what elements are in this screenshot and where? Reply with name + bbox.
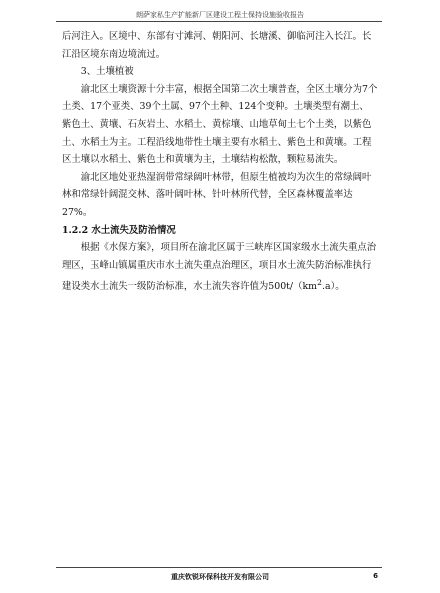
document-body: [62, 28, 378, 296]
page-number: 6: [373, 572, 378, 580]
superscript-2: 2: [317, 278, 323, 288]
paragraph-vegetation: 渝北区地处亚热湿润带常绿阔叶林带，但原生植被均为次生的常绿阔叶林和常绿针阔混交林、落叶阔叶林、针叶林所代替，全区森林覆盖率达27%。: [62, 171, 372, 218]
footer-company: 重庆钦锐环保科技开发有限公司: [171, 573, 269, 581]
paragraph-soil: 渝北区土壤资源十分丰富，根据全国第二次土壤普查，全区土壤分为7个土类、17个亚类、39个土属、97个土种、124个变种。土壤类型有潮土、紫色土、黄壤、石灰岩土、水稻土、黄棕壤、山地草甸土七个土类，以紫色土、水稻土为主。工程沿线地带性土壤主要有水稻土、紫色土和黄壤。工程区土壤以水稻土、紫色土和黄壤为主，土壤结构松散，颗粒易流失。: [62, 83, 378, 166]
header-rule: [56, 21, 382, 22]
erosion-limit-unit-end: .a）。: [322, 281, 345, 293]
paragraph-erosion: [62, 239, 378, 296]
footer-rule: [56, 567, 382, 568]
section-heading-1-2-2: 1.2.2 水土流失及防治情况: [62, 224, 176, 236]
erosion-limit-value: 500t/（km: [268, 281, 318, 293]
erosion-text: 根据《水保方案》，项目所在渝北区属于三峡库区国家级水土流失重点治理区，玉峰山镇属重庆市水土流失重点治理区，项目水土流失防治标准执行建设类水土流失一级防治标准，水土流失容许值为: [62, 242, 377, 293]
paragraph-rivers: 后河注入。区境中、东部有寸滩河、朝阳河、长塘溪、御临河注入长江。长江沿区境东南边境流过。: [62, 31, 372, 60]
running-header: 朗萨家私生产扩能新厂区建设工程土保持设施验收报告: [136, 11, 304, 19]
heading-soil-vegetation: 3、土壤植被: [80, 66, 134, 78]
